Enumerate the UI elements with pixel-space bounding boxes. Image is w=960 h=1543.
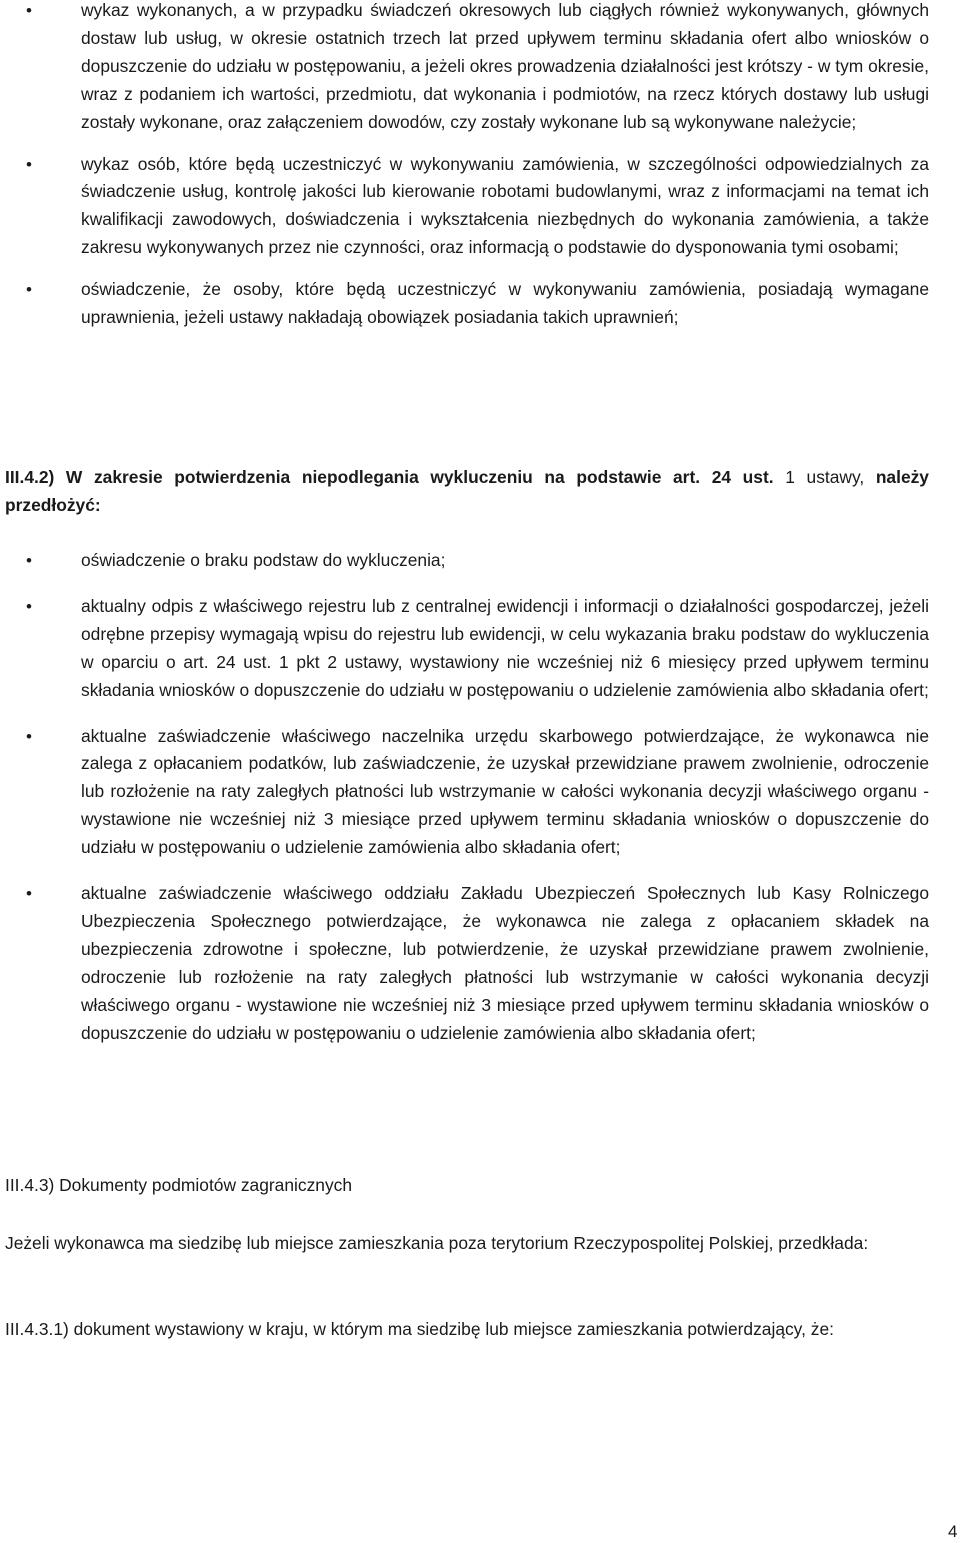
bullet-icon: •	[26, 726, 32, 746]
section-iii-4-3-1-paragraph: III.4.3.1) dokument wystawiony w kraju, w którym ma siedzibę lub miejsce zamieszkania potwierdzający, że:	[5, 1319, 834, 1339]
list-item	[0, 723, 960, 863]
foreign-entities-paragraph: Jeżeli wykonawca ma siedzibę lub miejsce zamieszkania poza terytorium Rzeczypospolitej Polskiej, przedkłada:	[5, 1233, 869, 1253]
qualification-documents-list	[0, 0, 960, 332]
bullet-icon: •	[26, 1, 32, 20]
list-item	[0, 0, 960, 137]
heading-bold-tail: należy przedłożyć:	[5, 467, 929, 515]
list-item	[0, 880, 960, 1047]
list-item-text: aktualne zaświadczenie właściwego oddziału Zakładu Ubezpieczeń Społecznych lub Kasy Rolniczego Ubezpieczenia Społecznego potwierdzające, że wykonawca nie zalega z opłacaniem składek na ubezpieczenia zdrowotne i społeczne, lub potwierdzenie, że uzyskał przewidziane prawem zwolnienie, odroczenie lub rozłożenie na raty zaległych płatności lub wstrzymanie w całości wykonania decyzji właściwego organu - wystawione nie wcześniej niż 3 miesiące przed upływem terminu składania wniosków o dopuszczenie do udziału w postępowaniu o udzielenie zamówienia albo składania ofert;	[81, 883, 929, 1043]
exclusion-documents-list	[0, 547, 960, 1048]
heading-normal-text: 1 ustawy,	[773, 467, 876, 487]
list-item-text: aktualne zaświadczenie właściwego naczelnika urzędu skarbowego potwierdzające, że wykonawca nie zalega z opłacaniem podatków, lub zaświadczenie, że uzyskał przewidziane prawem zwolnienie, odroczenie lub rozłożenie na raty zaległych płatności lub wstrzymanie w całości wykonania decyzji właściwego organu - wystawione nie wcześniej niż 3 miesiące przed upływem terminu składania wniosków o dopuszczenie do udziału w postępowaniu o udzielenie zamówienia albo składania ofert;	[81, 725, 929, 858]
list-item-text: oświadczenie o braku podstaw do wykluczenia;	[81, 550, 446, 570]
heading-bold-text: III.4.2) W zakresie potwierdzenia niepodlegania wykluczeniu na podstawie art. 24 ust.	[5, 467, 774, 487]
list-item	[0, 593, 960, 705]
list-item	[0, 151, 960, 263]
list-item-text: wykaz wykonanych, a w przypadku świadczeń okresowych lub ciągłych również wykonywanych, głównych dostaw lub usług, w okresie ostatnich trzech lat przed upływem terminu składania ofert albo wniosków o dopuszczenie do udziału w postępowaniu, a jeżeli okres prowadzenia działalności jest krótszy - w tym okresie, wraz z podaniem ich wartości, przedmiotu, dat wykonania i podmiotów, na rzecz których dostawy lub usługi zostały wykonane, oraz załączeniem dowodów, czy zostały wykonane lub są wykonywane należycie;	[81, 0, 929, 132]
bullet-icon: •	[26, 884, 32, 904]
list-item	[0, 276, 960, 332]
list-item-text: aktualny odpis z właściwego rejestru lub z centralnej ewidencji i informacji o działalności gospodarczej, jeżeli odrębne przepisy wymagają wpisu do rejestru lub ewidencji, w celu wykazania braku podstaw do wykluczenia w oparciu o art. 24 ust. 1 pkt 2 ustawy, wystawiony nie wcześniej niż 6 miesięcy przed upływem terminu składania wniosków o dopuszczenie do udziału w postępowaniu o udzielenie zamówienia albo składania ofert;	[81, 595, 929, 700]
bullet-icon: •	[26, 280, 32, 300]
page-number: 4	[948, 1522, 958, 1541]
list-item	[0, 547, 960, 575]
list-item-text: oświadczenie, że osoby, które będą uczestniczyć w wykonywaniu zamówienia, posiadają wymagane uprawnienia, jeżeli ustawy nakładają obowiązek posiadania takich uprawnień;	[81, 279, 929, 328]
bullet-icon: •	[26, 596, 32, 616]
section-heading-iii-4-3: III.4.3) Dokumenty podmiotów zagranicznych	[5, 1175, 353, 1195]
section-heading-iii-4-2	[5, 463, 929, 519]
list-item-text: wykaz osób, które będą uczestniczyć w wykonywaniu zamówienia, w szczególności odpowiedzialnych za świadczenie usług, kontrolę jakości lub kierowanie robotami budowlanymi, wraz z informacjami na temat ich kwalifikacji zawodowych, doświadczenia i wykształcenia niezbędnych do wykonania zamówienia, a także zakresu wykonywanych przez nie czynności, oraz informacją o podstawie do dysponowania tymi osobami;	[81, 153, 929, 258]
bullet-icon: •	[26, 551, 32, 570]
bullet-icon: •	[26, 154, 32, 174]
